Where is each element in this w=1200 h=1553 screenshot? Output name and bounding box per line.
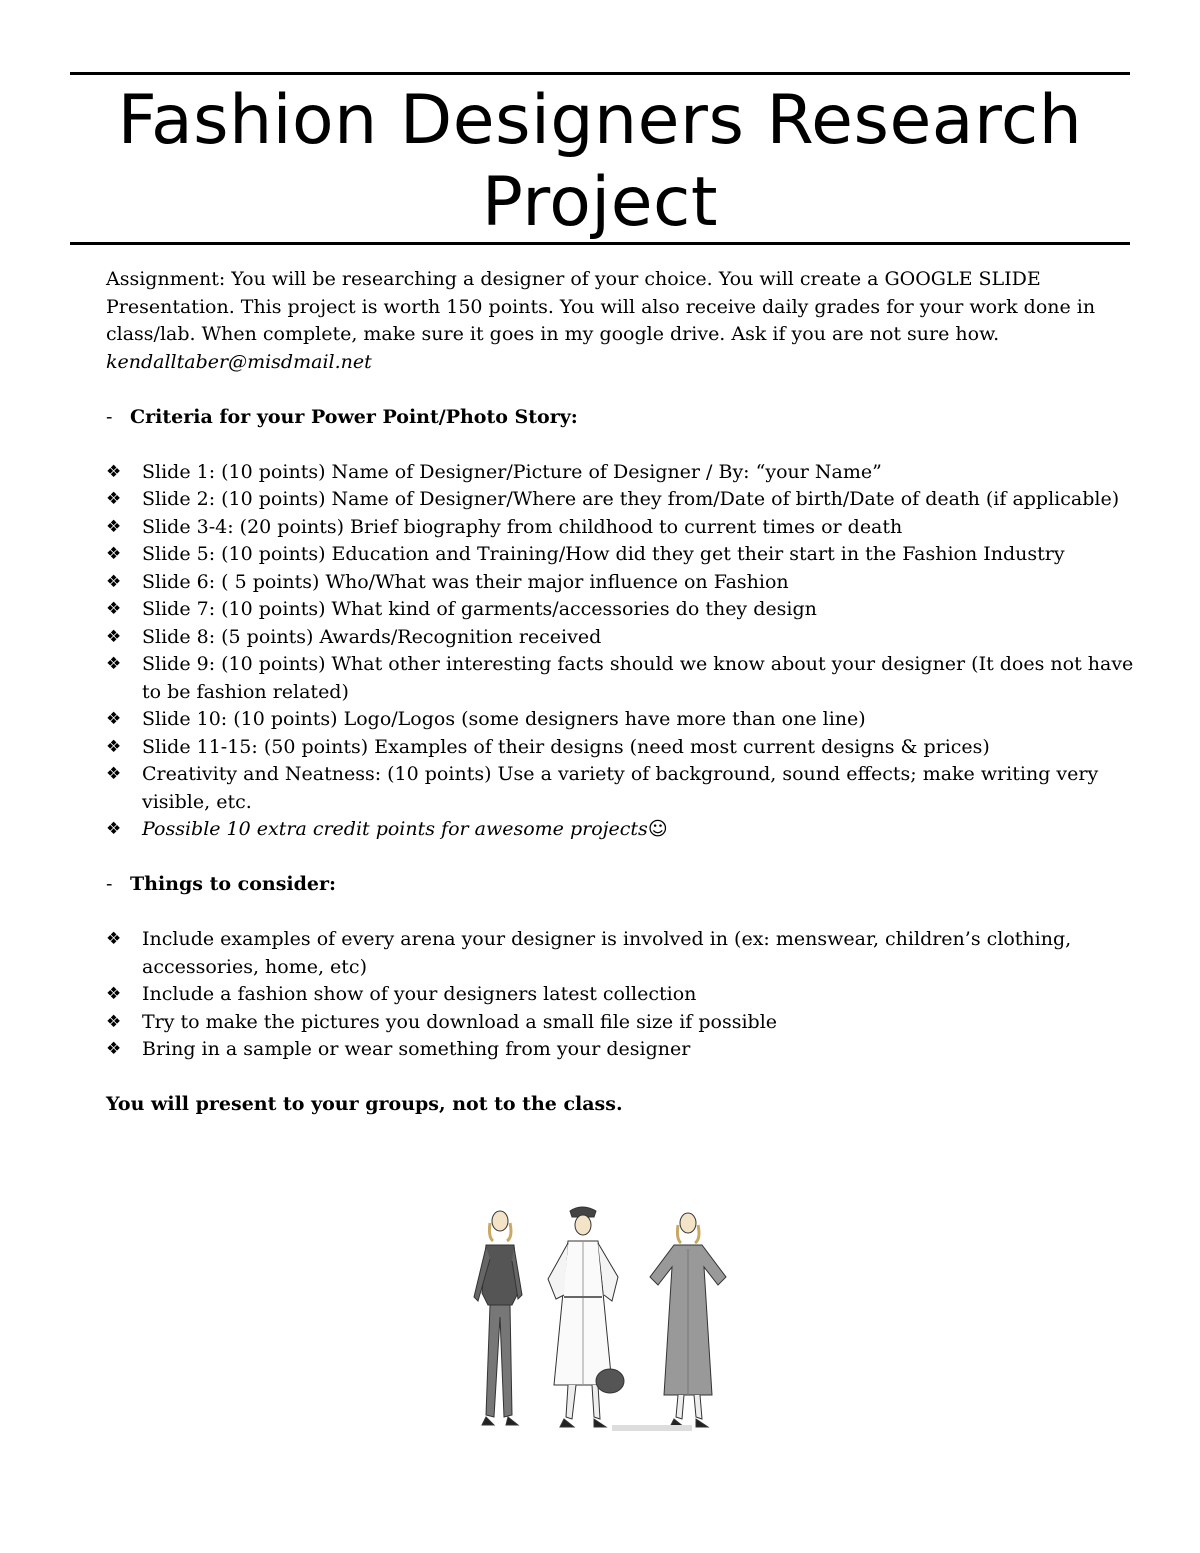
consider-dash: - bbox=[106, 873, 113, 895]
criteria-heading bbox=[106, 404, 1136, 432]
list-item: ❖ Slide 8: (5 points) Awards/Recognition received bbox=[106, 624, 1136, 652]
page-title bbox=[70, 80, 1130, 244]
assignment-text: Assignment: You will be researching a designer of your choice. You will create a GOOGLE SLIDE Presentation. This project is worth 150 points. You will also receive daily grades for your work done in class/lab. When complete, make sure it goes in my google drive. Ask if you are not sure how. bbox=[106, 268, 1096, 345]
diamond-bullet-icon: ❖ bbox=[106, 736, 122, 757]
list-item: ❖ Slide 10: (10 points) Logo/Logos (some designers have more than one line) bbox=[106, 706, 1136, 734]
fashion-sketch-icon bbox=[452, 1205, 752, 1437]
list-item: ❖ Slide 3-4: (20 points) Brief biography from childhood to current times or death bbox=[106, 514, 1136, 542]
closing-statement: You will present to your groups, not to the class. bbox=[106, 1093, 623, 1115]
diamond-bullet-icon: ❖ bbox=[106, 461, 122, 482]
title-line-2: Project bbox=[481, 163, 719, 242]
criteria-heading-text: Criteria for your Power Point/Photo Story: bbox=[130, 405, 578, 428]
diamond-bullet-icon: ❖ bbox=[106, 709, 122, 729]
extra-credit-text: Possible 10 extra credit points for awesome projects bbox=[142, 818, 648, 840]
figure-right bbox=[650, 1213, 726, 1427]
list-item: ❖ Slide 6: ( 5 points) Who/What was their major influence on Fashion bbox=[106, 569, 1136, 597]
list-item: ❖ Slide 1: (10 points) Name of Designer/Picture of Designer / By: “your Name” bbox=[106, 459, 1136, 487]
assignment-paragraph bbox=[106, 266, 1136, 376]
figure-middle bbox=[548, 1207, 624, 1427]
diamond-bullet-icon: ❖ bbox=[106, 489, 122, 509]
list-item: ❖ Slide 9: (10 points) What other interesting facts should we know about your designer (It does not have to be fashion related) bbox=[106, 653, 1134, 703]
diamond-bullet-icon: ❖ bbox=[106, 571, 122, 592]
list-item: ❖ Slide 7: (10 points) What kind of garments/accessories do they design bbox=[106, 596, 1136, 624]
diamond-bullet-icon: ❖ bbox=[106, 544, 122, 564]
consider-heading-text: Things to consider: bbox=[130, 873, 337, 895]
diamond-bullet-icon: ❖ bbox=[106, 626, 122, 647]
list-item: ❖ Slide 11-15: (50 points) Examples of their designs (need most current designs & prices) bbox=[106, 734, 1136, 762]
diamond-bullet-icon: ❖ bbox=[106, 984, 122, 1004]
list-item: ❖ Try to make the pictures you download a small file size if possible bbox=[106, 1009, 1136, 1037]
criteria-list bbox=[106, 459, 1136, 844]
list-item: ❖ Include a fashion show of your designers latest collection bbox=[106, 981, 1136, 1009]
diamond-bullet-icon: ❖ bbox=[106, 929, 122, 949]
diamond-bullet-icon: ❖ bbox=[106, 1039, 122, 1059]
consider-heading bbox=[106, 871, 1136, 899]
title-rule-top bbox=[70, 72, 1130, 75]
list-item: ❖ Slide 5: (10 points) Education and Training/How did they get their start in the Fashion Industry bbox=[106, 541, 1136, 569]
document-body bbox=[106, 266, 1136, 1119]
list-item: ❖ Bring in a sample or wear something from your designer bbox=[106, 1036, 1136, 1064]
diamond-bullet-icon: ❖ bbox=[106, 1011, 122, 1032]
diamond-bullet-icon: ❖ bbox=[106, 764, 122, 784]
title-line-1: Fashion Designers Research bbox=[117, 81, 1083, 160]
figure-left bbox=[474, 1211, 522, 1425]
title-rule-bottom bbox=[70, 242, 1130, 245]
extra-credit-item bbox=[106, 816, 1136, 844]
diamond-bullet-icon: ❖ bbox=[106, 654, 122, 674]
criteria-dash: - bbox=[106, 405, 113, 428]
list-item: ❖ Creativity and Neatness: (10 points) Use a variety of background, sound effects; make writing very visible, etc. bbox=[106, 763, 1099, 813]
diamond-bullet-icon: ❖ bbox=[106, 516, 122, 537]
smiley-icon: ☺ bbox=[647, 818, 668, 840]
diamond-bullet-icon: ❖ bbox=[106, 819, 122, 839]
list-item: ❖ Include examples of every arena your designer is involved in (ex: menswear, children’s clothing, accessories, home, etc) bbox=[106, 928, 1072, 978]
teacher-email: kendalltaber@misdmail.net bbox=[106, 350, 372, 373]
list-item: ❖ Slide 2: (10 points) Name of Designer/Where are they from/Date of birth/Date of death (if applicable) bbox=[106, 486, 1136, 514]
consider-list bbox=[106, 926, 1136, 1064]
diamond-bullet-icon: ❖ bbox=[106, 599, 122, 619]
